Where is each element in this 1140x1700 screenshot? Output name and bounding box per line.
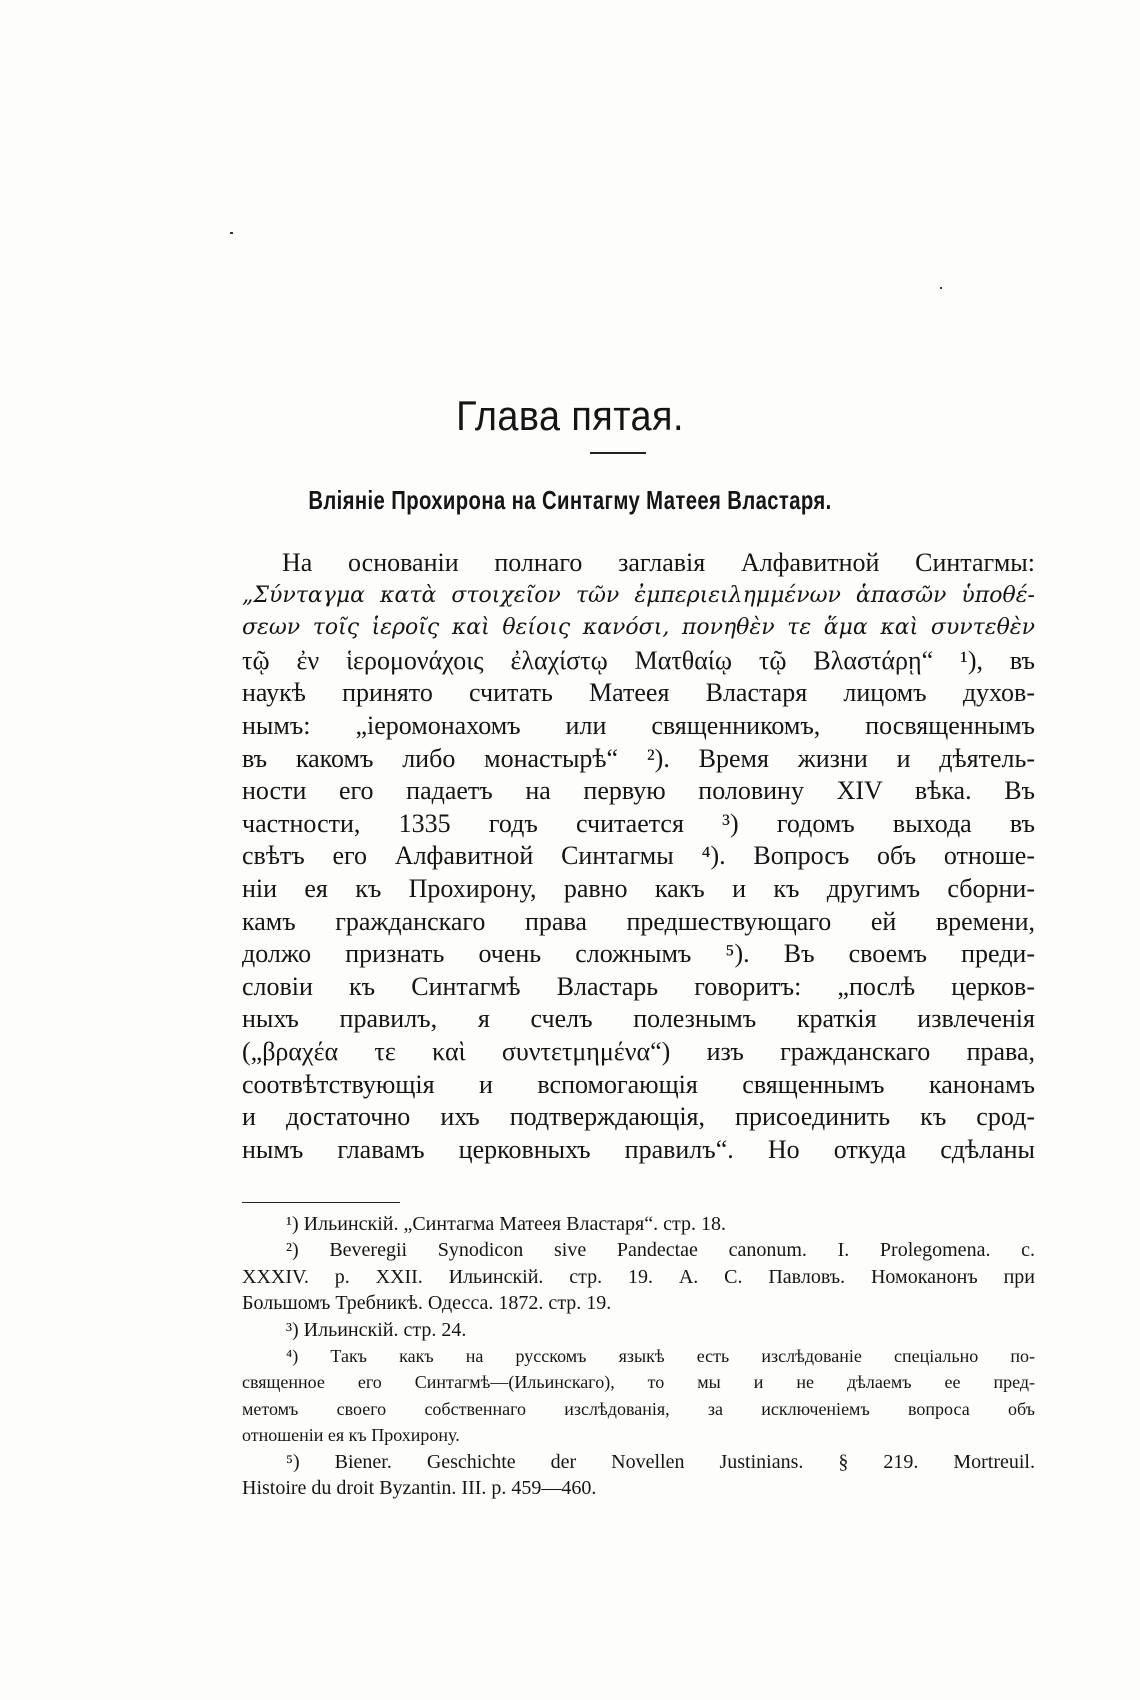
text-line: ныхъ правилъ, я счелъ полезнымъ краткія извлеченія [242, 1004, 1035, 1034]
footnote-line: ³) Ильинскій. стр. 24. [286, 1318, 467, 1341]
footnote-rule [242, 1202, 400, 1203]
chapter-title: Глава пятая. [456, 392, 684, 439]
text-line: словіи къ Синтагмѣ Властарь говоритъ: „послѣ церков- [242, 971, 1035, 1001]
text-line: должо признать очень сложнымъ ⁵). Въ своемъ преди- [242, 939, 1035, 969]
text-line: соотвѣтствующія и вспомогающія священнымъ канонамъ [242, 1069, 1035, 1099]
text-line: нымъ: „іеромонахомъ или священникомъ, посвященнымъ [242, 710, 1035, 740]
text-line: наукѣ принято считать Матеея Властаря лицомъ духов- [242, 678, 1035, 708]
scan-speck [940, 287, 942, 289]
scan-speck [230, 232, 233, 234]
footnote-line: ¹) Ильинскій. „Синтагма Матеея Властаря“. стр. 18. [286, 1213, 726, 1235]
text-line: въ какомъ либо монастырѣ“ ²). Время жизни и дѣятель- [242, 743, 1035, 773]
footnote-line: ⁴) Такъ какъ на русскомъ языкѣ есть изслѣдованіе спеціально по- [286, 1345, 1035, 1366]
title-rule [590, 452, 646, 454]
footnote-line: метомъ своего собственнаго изслѣдованія, за исключеніемъ вопроса объ [242, 1398, 1035, 1419]
text-line: камъ гражданскаго права предшествующаго ей времени, [242, 906, 1035, 936]
footnote-line: Большомъ Требникѣ. Одесса. 1872. стр. 19. [242, 1292, 612, 1315]
greek-text-line: σεων τοῖς ἱεροῖς καὶ θείοις κανόσι, πονηθὲν τε ἅμα καὶ συντεθὲν [242, 615, 1035, 641]
text-line: („βραχέα τε καὶ συντετμημένα“) изъ гражданскаго права, [242, 1036, 1035, 1066]
footnote-line: ²) Beveregii Synodicon sive Pandectae canonum. I. Prolegomena. c. [286, 1239, 1035, 1262]
text-line: частности, 1335 годъ считается ³) годомъ выхода въ [242, 808, 1035, 838]
footnote-line: Histoire du droit Byzantin. III. p. 459—460. [242, 1476, 597, 1499]
footnote-line: отношеніи ея къ Прохирону. [242, 1425, 460, 1446]
main-text [242, 547, 1035, 1166]
text-line: τῷ ἐν ἱερομονάχοις ἐλαχίστῳ Ματθαίῳ τῷ Βλαστάρῃ“ ¹), въ [242, 645, 1035, 675]
footnote-line: ⁵) Biener. Geschichte der Novellen Justinians. § 219. Mortreuil. [286, 1450, 1035, 1473]
footnote-line: XXXIV. p. XXII. Ильинскій. стр. 19. А. С. Павловъ. Номоканонъ при [242, 1265, 1035, 1288]
chapter-subtitle: Вліяніе Прохирона на Синтагму Матеея Властаря. [308, 485, 832, 515]
footnote-line: священное его Синтагмѣ—(Ильинскаго), то мы и не дѣлаемъ ее пред- [242, 1372, 1035, 1393]
text-line: свѣтъ его Алфавитной Синтагмы ⁴). Вопросъ объ отноше- [242, 841, 1035, 871]
greek-text-line: „Σύνταγμα κατὰ στοιχεῖον τῶν ἐμπεριειλημμένων ἁπασῶν ὑποθέ- [242, 582, 1035, 608]
text-line: и достаточно ихъ подтверждающія, присоединить къ срод- [242, 1102, 1035, 1132]
text-line: ніи ея къ Прохирону, равно какъ и къ другимъ сборни- [242, 873, 1035, 903]
text-line: ности его падаетъ на первую половину XIV вѣка. Въ [242, 776, 1035, 806]
text-line: нымъ главамъ церковныхъ правилъ“. Но откуда сдѣланы [242, 1134, 1035, 1164]
footnotes [242, 1211, 1035, 1501]
text-line: На основаніи полнаго заглавія Алфавитной Синтагмы: [282, 548, 1035, 577]
